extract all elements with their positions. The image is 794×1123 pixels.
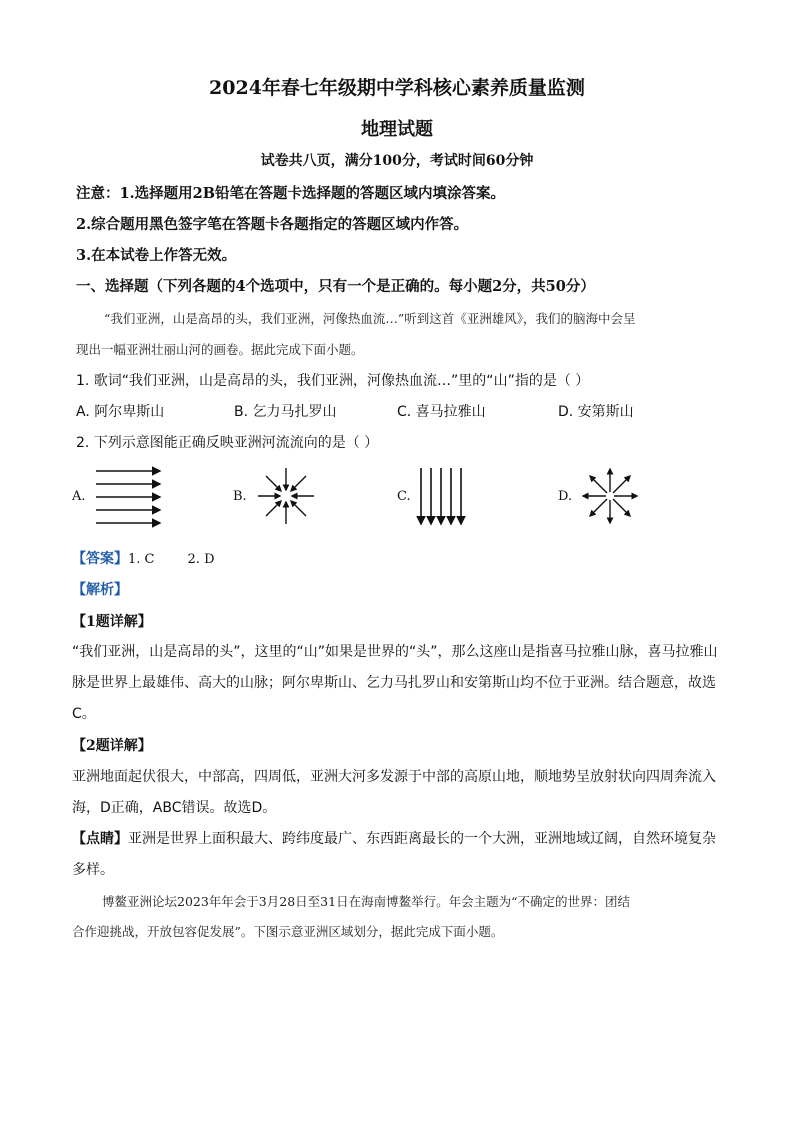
- exam-info: 试卷共八页，满分100分，考试时间60分钟: [260, 153, 534, 169]
- parallel-arrows-right-icon: [92, 464, 166, 530]
- passage-1-line-1: “我们亚洲，山是高昂的头，我们亚洲，河像热血流…”听到这首《亚洲雄风》，我们的脑海中会呈: [104, 311, 636, 326]
- q2-option-a-label: A.: [72, 489, 86, 504]
- passage-2-line-2: 合作迎挑战，开放包容促发展”。下图示意亚洲区域划分，据此完成下面小题。: [72, 924, 504, 939]
- answer-text: 1. C 2. D: [128, 552, 215, 567]
- answer-line: [72, 548, 215, 568]
- detail-1-line-1: “我们亚洲，山是高昂的头”，这里的“山”如果是世界的“头”，那么这座山是指喜马拉雅山脉，喜马拉雅山: [72, 644, 718, 660]
- note-line-3: 3.在本试卷上作答无效。: [76, 247, 237, 264]
- parallel-arrows-down-icon: [414, 466, 464, 530]
- note-line-2: 2.综合题用黑色签字笔在答题卡各题指定的答题区域内作答。: [76, 216, 469, 233]
- converging-arrows-icon: [256, 466, 316, 526]
- passage-2-line-1: 博鳌亚洲论坛2023年年会于3月28日至31日在海南博鳌举行。年会主题为“不确定的世界：团结: [102, 894, 630, 909]
- detail-1-line-2: 脉是世界上最雄伟、高大的山脉；阿尔卑斯山、乞力马扎罗山和安第斯山均不位于亚洲。结合题意，故选: [72, 675, 716, 691]
- detail-1-tag: 【1题详解】: [72, 614, 152, 630]
- detail-1-line-3: C。: [72, 706, 96, 722]
- question-1-stem: 1. 歌词“我们亚洲，山是高昂的头，我们亚洲，河像热血流…”里的“山”指的是（ ）: [76, 373, 590, 389]
- point-tag: 【点睛】: [72, 831, 128, 847]
- q1-option-b: B. 乞力马扎罗山: [234, 404, 337, 420]
- q2-option-c-label: C.: [397, 489, 411, 504]
- section-heading: 一、选择题（下列各题的4个选项中，只有一个是正确的。每小题2分，共50分）: [76, 278, 595, 295]
- q1-option-a: A. 阿尔卑斯山: [76, 404, 165, 420]
- detail-2-line-2: 海，D正确，ABC错误。故选D。: [72, 800, 277, 816]
- question-2-stem: 2. 下列示意图能正确反映亚洲河流流向的是（ ）: [76, 435, 379, 451]
- detail-2-line-1: 亚洲地面起伏很大，中部高，四周低，亚洲大河多发源于中部的高原山地，顺地势呈放射状向四周奔流入: [72, 769, 716, 785]
- point-line-1: [72, 828, 716, 848]
- q1-option-c: C. 喜马拉雅山: [397, 404, 486, 420]
- point-text: 亚洲是世界上面积最大、跨纬度最广、东西距离最长的一个大洲，亚洲地域辽阔，自然环境复杂: [128, 831, 716, 847]
- subject-title: 地理试题: [361, 119, 433, 140]
- detail-2-tag: 【2题详解】: [72, 738, 152, 754]
- passage-1-line-2: 现出一幅亚洲壮丽山河的画卷。据此完成下面小题。: [76, 342, 364, 357]
- q2-option-b-label: B.: [233, 489, 247, 504]
- exam-title: 2024年春七年级期中学科核心素养质量监测: [209, 77, 585, 99]
- point-line-2: 多样。: [72, 862, 114, 878]
- q2-option-d-label: D.: [558, 489, 573, 504]
- note-line-1: 注意：1.选择题用2B铅笔在答题卡选择题的答题区域内填涂答案。: [76, 185, 505, 202]
- analysis-tag: 【解析】: [72, 582, 128, 598]
- radiating-arrows-icon: [580, 466, 640, 526]
- answer-tag: 【答案】: [72, 551, 128, 567]
- q1-option-d: D. 安第斯山: [558, 404, 634, 420]
